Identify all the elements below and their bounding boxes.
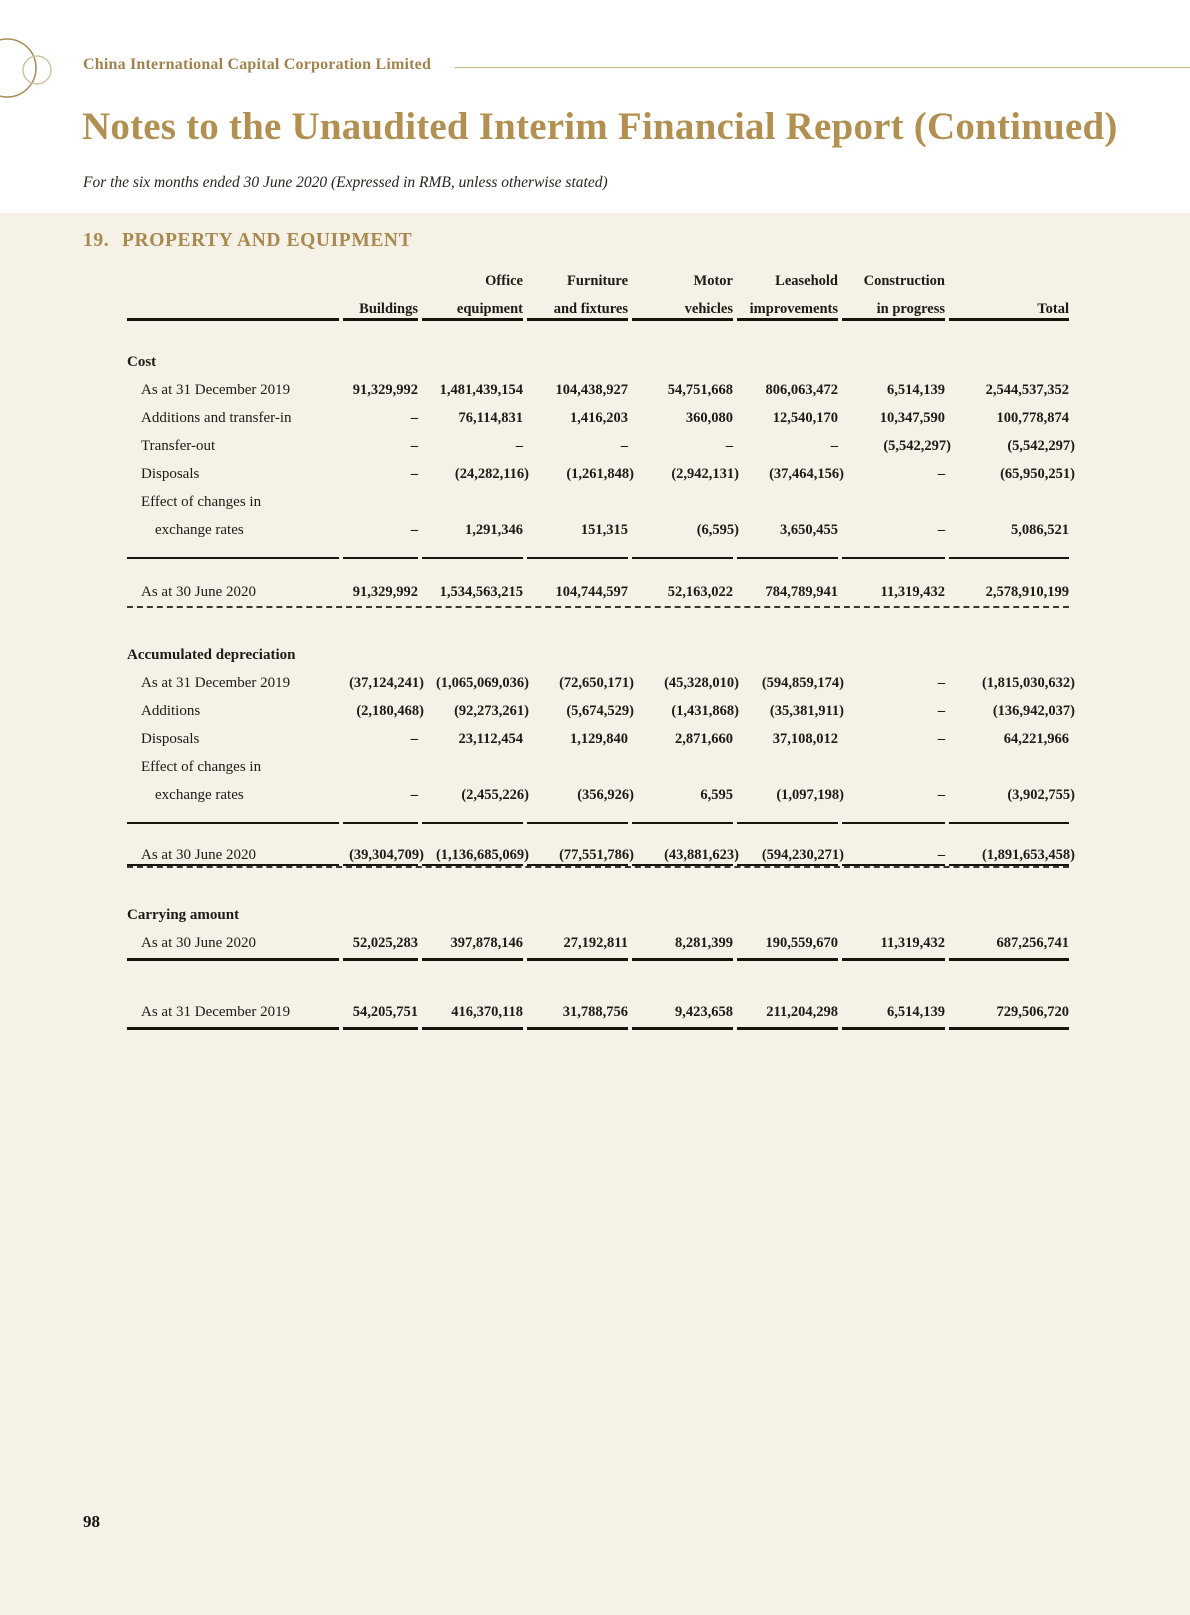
cell: –	[410, 787, 418, 803]
cell: 104,438,927	[555, 382, 628, 398]
cell: 416,370,118	[451, 1004, 523, 1020]
section-row-depreciation	[127, 636, 1069, 664]
cell: (92,273,261)	[454, 703, 529, 719]
col-header: Furniture	[567, 273, 628, 289]
cell: –	[830, 438, 838, 454]
row-heading: Accumulated depreciation	[127, 647, 296, 663]
table-row	[127, 776, 1069, 804]
row-label: exchange rates	[155, 522, 244, 538]
row-label: As at 31 December 2019	[141, 382, 291, 398]
cell: (5,542,297)	[883, 438, 951, 454]
cell: 6,595	[700, 787, 733, 803]
cell: 397,878,146	[450, 935, 523, 951]
cell: (39,304,709)	[343, 838, 418, 866]
col-header: vehicles	[684, 301, 733, 317]
cell: –	[410, 438, 418, 454]
row-label: Disposals	[141, 731, 200, 747]
col-header: Construction	[863, 273, 945, 289]
spacer	[127, 608, 1069, 636]
cell: –	[842, 838, 945, 866]
cell: (1,261,848)	[566, 466, 634, 482]
cell: –	[937, 731, 945, 747]
cell: (1,891,653,458)	[949, 838, 1069, 866]
content-panel	[0, 213, 1190, 1615]
cell: (37,464,156)	[769, 466, 844, 482]
section-row-cost	[127, 343, 1069, 371]
cell: 23,112,454	[458, 731, 523, 747]
row-label: As at 31 December 2019	[141, 675, 291, 691]
cell: 151,315	[580, 522, 628, 538]
table-rule	[127, 1027, 1069, 1030]
cell: 3,650,455	[780, 522, 838, 538]
col-header: Total	[1037, 301, 1069, 317]
table-row	[127, 664, 1069, 692]
cell: –	[410, 522, 418, 538]
cell: –	[410, 731, 418, 747]
row-label: Effect of changes in	[141, 494, 262, 510]
cell: –	[620, 438, 628, 454]
cell: 1,534,563,215	[439, 584, 523, 600]
table-row-total	[127, 573, 1069, 601]
cell: 54,205,751	[352, 1004, 418, 1020]
spacer	[127, 824, 1069, 838]
cell: (24,282,116)	[454, 466, 529, 482]
cell: 37,108,012	[772, 731, 838, 747]
cell: 190,559,670	[765, 935, 838, 951]
cell: –	[937, 787, 945, 803]
cell: 9,423,658	[675, 1004, 733, 1020]
row-label: As at 30 June 2020	[141, 584, 256, 600]
spacer	[127, 961, 1069, 993]
cell: 6,514,139	[887, 1004, 945, 1020]
cell: –	[410, 466, 418, 482]
cell: 64,221,966	[1003, 731, 1069, 747]
cell: 104,744,597	[555, 584, 628, 600]
cell: –	[410, 410, 418, 426]
page-subtitle: For the six months ended 30 June 2020 (Expressed in RMB, unless otherwise stated)	[83, 174, 608, 191]
col-header	[343, 264, 418, 290]
cell: (77,551,786)	[527, 838, 628, 866]
cell: –	[937, 522, 945, 538]
cell: –	[937, 675, 945, 691]
cell	[127, 264, 339, 290]
table-row	[127, 399, 1069, 427]
cell: (594,859,174)	[761, 675, 844, 691]
cell: 1,291,346	[465, 522, 523, 538]
section-row-carrying	[127, 896, 1069, 924]
cell: 11,319,432	[880, 584, 945, 600]
cell: (2,455,226)	[461, 787, 529, 803]
cell: 1,416,203	[570, 410, 628, 426]
cell: (5,674,529)	[566, 703, 634, 719]
cell: (356,926)	[577, 787, 634, 803]
table-row	[127, 427, 1069, 455]
table-row	[127, 720, 1069, 748]
cell	[127, 290, 339, 318]
table-row	[127, 924, 1069, 952]
page-number: 98	[83, 1512, 100, 1531]
table-row	[127, 455, 1069, 483]
col-header: Motor	[693, 273, 733, 289]
cell: 6,514,139	[887, 382, 945, 398]
spacer	[127, 321, 1069, 343]
col-header: improvements	[749, 301, 838, 317]
col-header: Office	[485, 273, 523, 289]
spacer	[127, 804, 1069, 822]
header-rule	[455, 67, 1190, 68]
cell: –	[515, 438, 523, 454]
cell: 1,129,840	[570, 731, 628, 747]
row-heading: Carrying amount	[127, 907, 240, 923]
cell: (1,815,030,632)	[981, 675, 1075, 691]
cell: (37,124,241)	[349, 675, 424, 691]
row-label: Additions and transfer-in	[141, 410, 292, 426]
row-heading: Cost	[127, 354, 157, 370]
cell: (65,950,251)	[1000, 466, 1075, 482]
col-header: equipment	[456, 301, 523, 317]
table-row	[127, 371, 1069, 399]
cicc-logo-icon	[0, 30, 60, 106]
cell: –	[937, 703, 945, 719]
cell: (45,328,010)	[664, 675, 739, 691]
cell: 1,481,439,154	[439, 382, 523, 398]
cell: (136,942,037)	[992, 703, 1075, 719]
cell: (5,542,297)	[1007, 438, 1075, 454]
col-header: Leasehold	[775, 273, 838, 289]
cell: –	[725, 438, 733, 454]
table-row-total	[127, 838, 1069, 866]
col-header: Buildings	[359, 301, 418, 317]
cell: (72,650,171)	[559, 675, 634, 691]
cell: 54,751,668	[667, 382, 733, 398]
cell: 12,540,170	[772, 410, 838, 426]
cell: 729,506,720	[996, 1004, 1069, 1020]
column-header-row-2	[127, 290, 1069, 318]
cell: 10,347,590	[879, 410, 945, 426]
row-label: Transfer-out	[141, 438, 216, 454]
row-label: Effect of changes in	[141, 759, 262, 775]
col-header: in progress	[876, 301, 945, 317]
table-row	[127, 993, 1069, 1021]
row-label: Disposals	[141, 466, 200, 482]
cell: 360,080	[685, 410, 733, 426]
cell: –	[937, 466, 945, 482]
cell: (1,097,198)	[776, 787, 844, 803]
cell: 8,281,399	[675, 935, 733, 951]
table-row	[127, 483, 1069, 511]
cell: 687,256,741	[996, 935, 1069, 951]
cell: (2,180,468)	[356, 703, 424, 719]
cell: 100,778,874	[996, 410, 1069, 426]
cell: (1,431,868)	[671, 703, 739, 719]
cell: 2,578,910,199	[985, 584, 1069, 600]
cell: (3,902,755)	[1007, 787, 1075, 803]
spacer	[127, 559, 1069, 573]
cell: 806,063,472	[765, 382, 838, 398]
col-header: and fixtures	[553, 301, 628, 317]
cell: (1,136,685,069)	[422, 838, 523, 866]
page-title: Notes to the Unaudited Interim Financial Report (Continued)	[82, 105, 1118, 148]
cell: 27,192,811	[563, 935, 628, 951]
cell: (2,942,131)	[671, 466, 739, 482]
cell: 784,789,941	[765, 584, 838, 600]
cell: (6,595)	[696, 522, 739, 538]
company-name: China International Capital Corporation Limited	[83, 56, 432, 73]
cell: 5,086,521	[1011, 522, 1069, 538]
cell: (35,381,911)	[769, 703, 844, 719]
cell: 2,544,537,352	[985, 382, 1069, 398]
spacer	[127, 868, 1069, 896]
row-label: exchange rates	[155, 787, 244, 803]
section-title: PROPERTY AND EQUIPMENT	[122, 230, 413, 251]
cell: 91,329,992	[352, 382, 418, 398]
row-label: As at 30 June 2020	[141, 935, 256, 951]
row-label: As at 30 June 2020	[127, 838, 339, 866]
cell: (43,881,623)	[632, 838, 733, 866]
cell: 52,163,022	[667, 584, 733, 600]
table-row	[127, 748, 1069, 776]
property-equipment-table	[123, 264, 1073, 1030]
cell: 211,204,298	[766, 1004, 838, 1020]
cell: 2,871,660	[675, 731, 733, 747]
table-row	[127, 511, 1069, 539]
row-label: As at 31 December 2019	[141, 1004, 291, 1020]
section-number: 19.	[83, 230, 110, 251]
table-row	[127, 692, 1069, 720]
cell: 52,025,283	[352, 935, 418, 951]
cell: 91,329,992	[352, 584, 418, 600]
cell: (594,230,271)	[737, 838, 838, 866]
column-header-row-1	[127, 264, 1069, 290]
spacer	[127, 539, 1069, 557]
row-label: Additions	[141, 703, 201, 719]
col-header	[949, 264, 1069, 290]
cell: 31,788,756	[562, 1004, 628, 1020]
cell: 76,114,831	[458, 410, 523, 426]
section-heading	[83, 230, 412, 252]
cell: (1,065,069,036)	[435, 675, 529, 691]
cell: 11,319,432	[880, 935, 945, 951]
